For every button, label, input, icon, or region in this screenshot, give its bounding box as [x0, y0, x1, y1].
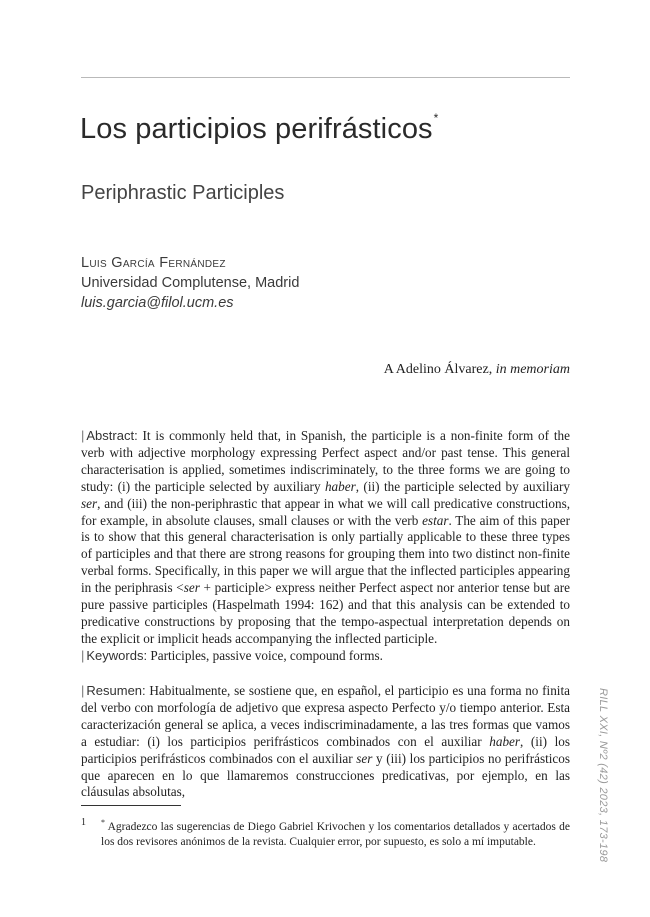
footnote-text: Agradezco las sugerencias de Diego Gabriel Krivochen y los comentarios detallados y acertados de los dos revisores anónimos de la revista. Cualquier error, por supuesto, es solo a mí imputable. — [101, 820, 570, 849]
abstract-italic-3: estar — [422, 512, 449, 528]
footnote-mark: * — [101, 818, 105, 827]
keywords-paragraph — [81, 648, 570, 665]
resumen-text-1: Habitualmente, se sostiene que, en español, el participio es una forma no finita del verbo con morfología de adjetivo que expresa aspecto Perfecto y/o tiempo anterior. Esta caracterización general se aplica, a veces indiscriminadamente, a las tres formas que vamos a estudiar: (i) los participios perifrásticos combinados con el auxiliar — [81, 683, 570, 749]
abstract-text-5: + participle> express neither Perfect aspect nor anterior tense but are pure passive participles (Haspelmath 1994: 162) and that this analysis can be extended to predicative constructions by proposing that the tempo-aspectual interpretation depends on the explicit or implicit heads accompanying the inflected participle. — [81, 580, 570, 646]
footnote — [81, 815, 570, 851]
journal-side-label: RILL XXI, Nº2 (42) 2023, 173-198 — [597, 688, 609, 863]
label-bar-icon: | — [81, 428, 85, 443]
author-email[interactable]: luis.garcia@filol.ucm.es — [81, 295, 234, 311]
abstract-italic-1: haber — [324, 478, 356, 494]
article-subtitle: Periphrastic Participles — [81, 182, 285, 204]
author-affiliation: Universidad Complutense, Madrid — [81, 275, 300, 291]
keywords-label — [81, 648, 147, 663]
dedication-text: A Adelino Álvarez, — [383, 362, 496, 377]
keywords-label-text: Keywords: — [86, 648, 148, 663]
label-bar-icon: | — [81, 683, 85, 698]
top-rule — [81, 77, 570, 78]
dedication-italic: in memoriam — [495, 362, 570, 377]
abstract-text-4: . The aim of this paper is to show that this general characterisation is only partially applicable to these three types of participles and that there are strong reasons for grouping them into two distinct non-finite verbal forms. Specifically, in this paper we will argue that the inflected participles appearing in the periphrasis < — [81, 512, 570, 596]
abstract-label-text: Abstract: — [86, 428, 138, 443]
dedication — [384, 362, 570, 378]
keywords-text: Participles, passive voice, compound forms. — [147, 648, 383, 663]
footnote-rule — [81, 805, 181, 806]
author-block — [81, 253, 299, 313]
resumen-italic-1: haber — [489, 733, 521, 749]
author-name: Luis García Fernández — [81, 255, 226, 271]
footnote-number: 1 — [81, 817, 86, 828]
abstract-text-1: It is commonly held that, in Spanish, the participle is a non-finite form of the verb with adjective morphology expressing Perfect aspect and/or past tense. This general characterisation is applied, sometimes indiscriminately, to the three forms we are going to study: (i) the participle selected by auxiliary — [81, 428, 570, 494]
abstract-italic-2: ser — [81, 495, 98, 511]
resumen-label — [81, 683, 146, 698]
abstract-label — [81, 428, 138, 443]
footnote-body — [101, 815, 570, 851]
abstract-paragraph — [81, 428, 570, 648]
resumen-text-2: , (ii) los participios perifrásticos combinados con el auxiliar — [81, 733, 570, 766]
resumen-label-text: Resumen: — [86, 683, 146, 698]
label-bar-icon: | — [81, 648, 85, 663]
abstract-italic-4: ser — [183, 580, 200, 596]
resumen-text-3: y (iii) los participios no perifrásticos que aparecen en lo que llamaremos construcciones predicativas, por ejemplo, en las cláusulas absolutas, — [81, 750, 570, 800]
abstract-text-3: , and (iii) the non-periphrastic that appear in what we will call predicative constructions, for example, in absolute clauses, small clauses or with the verb — [81, 495, 570, 528]
article-title-text: Los participios perifrásticos — [80, 113, 433, 145]
abstract-text-2: , (ii) the participle selected by auxiliary — [355, 478, 570, 494]
resumen-paragraph — [81, 683, 570, 801]
article-title — [80, 113, 438, 146]
title-footnote-mark: * — [433, 111, 439, 125]
resumen-italic-2: ser — [356, 750, 373, 766]
